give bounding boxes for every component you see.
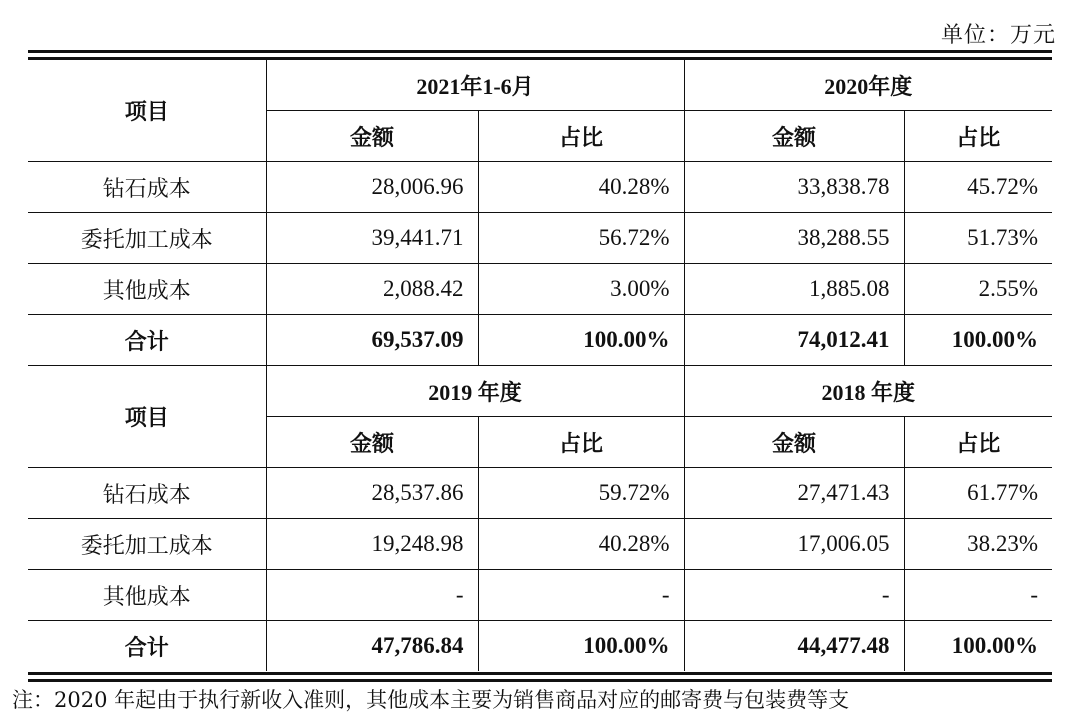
row-label: 委托加工成本	[28, 519, 266, 570]
amount-cell: 39,441.71	[266, 213, 478, 264]
ratio-cell: 100.00%	[904, 315, 1052, 366]
amount-cell: -	[266, 570, 478, 621]
header-period-2021h1: 2021年1-6月	[266, 60, 684, 111]
ratio-cell: 56.72%	[478, 213, 684, 264]
row-label: 其他成本	[28, 570, 266, 621]
amount-cell: 1,885.08	[684, 264, 904, 315]
ratio-cell: 51.73%	[904, 213, 1052, 264]
ratio-cell: 100.00%	[904, 621, 1052, 672]
table-row-diamond-cost-1	[28, 162, 1052, 213]
header-row-periods-2	[28, 366, 1052, 417]
row-label: 其他成本	[28, 264, 266, 315]
amount-cell: 44,477.48	[684, 621, 904, 672]
ratio-cell: -	[904, 570, 1052, 621]
table-row-other-cost-1	[28, 264, 1052, 315]
header-item: 项目	[28, 366, 266, 468]
amount-cell: 28,537.86	[266, 468, 478, 519]
header-ratio: 占比	[478, 111, 684, 162]
header-ratio: 占比	[904, 111, 1052, 162]
amount-cell: 2,088.42	[266, 264, 478, 315]
row-label: 钻石成本	[28, 162, 266, 213]
header-amount: 金额	[684, 417, 904, 468]
row-label-total: 合计	[28, 315, 266, 366]
table-row-total-2	[28, 621, 1052, 672]
amount-cell: 33,838.78	[684, 162, 904, 213]
row-label: 钻石成本	[28, 468, 266, 519]
amount-cell: 28,006.96	[266, 162, 478, 213]
ratio-cell: 59.72%	[478, 468, 684, 519]
header-amount: 金额	[266, 111, 478, 162]
row-label: 委托加工成本	[28, 213, 266, 264]
amount-cell: -	[684, 570, 904, 621]
footnote: 注：2020 年起由于执行新收入准则，其他成本主要为销售商品对应的邮寄费与包装费等支	[12, 688, 850, 712]
table-row-processing-cost-1	[28, 213, 1052, 264]
table-row-total-1	[28, 315, 1052, 366]
amount-cell: 27,471.43	[684, 468, 904, 519]
ratio-cell: 40.28%	[478, 162, 684, 213]
ratio-cell: 2.55%	[904, 264, 1052, 315]
header-item: 项目	[28, 60, 266, 162]
amount-cell: 74,012.41	[684, 315, 904, 366]
cost-table-frame	[28, 50, 1052, 682]
table-row-processing-cost-2	[28, 519, 1052, 570]
header-ratio: 占比	[478, 417, 684, 468]
header-amount: 金额	[684, 111, 904, 162]
header-period-2018: 2018 年度	[684, 366, 1052, 417]
ratio-cell: 45.72%	[904, 162, 1052, 213]
ratio-cell: 3.00%	[478, 264, 684, 315]
ratio-cell: 100.00%	[478, 315, 684, 366]
ratio-cell: 61.77%	[904, 468, 1052, 519]
header-amount: 金额	[266, 417, 478, 468]
unit-label: 单位：万元	[940, 23, 1056, 48]
row-label-total: 合计	[28, 621, 266, 672]
table-row-other-cost-2	[28, 570, 1052, 621]
ratio-cell: 100.00%	[478, 621, 684, 672]
header-row-periods-1	[28, 60, 1052, 111]
amount-cell: 38,288.55	[684, 213, 904, 264]
amount-cell: 19,248.98	[266, 519, 478, 570]
amount-cell: 47,786.84	[266, 621, 478, 672]
ratio-cell: -	[478, 570, 684, 621]
header-period-2020: 2020年度	[684, 60, 1052, 111]
amount-cell: 69,537.09	[266, 315, 478, 366]
header-period-2019: 2019 年度	[266, 366, 684, 417]
cost-breakdown-table	[28, 60, 1052, 671]
table-row-diamond-cost-2	[28, 468, 1052, 519]
amount-cell: 17,006.05	[684, 519, 904, 570]
ratio-cell: 40.28%	[478, 519, 684, 570]
ratio-cell: 38.23%	[904, 519, 1052, 570]
header-ratio: 占比	[904, 417, 1052, 468]
